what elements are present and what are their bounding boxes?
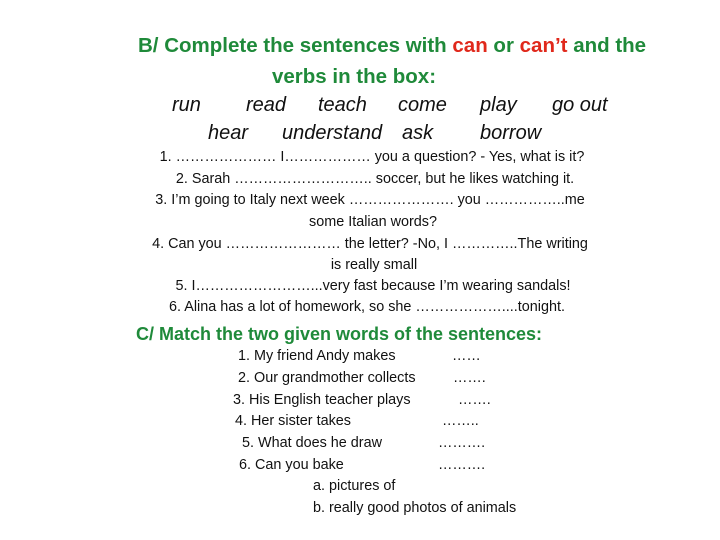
match-blank-4: ……..: [442, 413, 479, 429]
match-blank-5: ……….: [438, 435, 486, 451]
title-word-can: can: [452, 34, 488, 57]
section-b-title-line1: [138, 34, 646, 58]
match-item-2: 2. Our grandmother collects: [238, 370, 416, 386]
sentence-3: 3. I’m going to Italy next week …………………. you ……………..me: [155, 192, 585, 208]
verb-borrow: borrow: [480, 122, 542, 144]
match-blank-6: ……….: [438, 457, 486, 473]
section-b-title-line2: verbs in the box:: [272, 65, 437, 88]
match-item-3: 3. His English teacher plays: [233, 392, 411, 408]
verb-play: play: [480, 94, 517, 116]
title-text-part1: B/ Complete the sentences with: [138, 34, 453, 57]
verb-teach: teach: [318, 94, 367, 116]
sentence-4-continued: is really small: [330, 257, 418, 273]
match-blank-1: ……: [452, 348, 481, 364]
sentence-1: 1. ………………… I……………… you a question? - Yes, what is it?: [159, 149, 585, 165]
match-item-5: 5. What does he draw: [242, 435, 382, 451]
option-a: a. pictures of: [313, 478, 396, 494]
verb-ask: ask: [402, 122, 434, 144]
sentence-4: 4. Can you …………………… the letter? -No, I …………..The writing: [152, 236, 588, 252]
sentence-3-continued: some Italian words?: [309, 214, 437, 230]
verb-go-out: go out: [552, 94, 608, 116]
sentence-6: 6. Alina has a lot of homework, so she ………………....tonight.: [169, 299, 565, 315]
section-c-title: C/ Match the two given words of the sentences:: [136, 324, 543, 344]
match-item-1: 1. My friend Andy makes: [238, 348, 396, 364]
sentence-2: 2. Sarah ……………………….. soccer, but he likes watching it.: [175, 171, 575, 187]
verb-come: come: [398, 94, 447, 116]
match-item-6: 6. Can you bake: [239, 457, 344, 473]
verb-understand: understand: [282, 122, 383, 144]
title-text-or: or: [487, 34, 520, 57]
verb-hear: hear: [208, 122, 249, 144]
option-b: b. really good photos of animals: [313, 500, 517, 516]
match-blank-3: …….: [458, 392, 491, 408]
match-blank-2: …….: [453, 370, 486, 386]
sentence-5: 5. I……………………...very fast because I’m wearing sandals!: [175, 278, 571, 294]
verb-read: read: [246, 94, 287, 116]
title-text-part2: and the: [567, 34, 647, 57]
title-word-cant: can’t: [519, 34, 568, 57]
match-item-4: 4. Her sister takes: [235, 413, 351, 429]
verb-run: run: [172, 94, 201, 116]
